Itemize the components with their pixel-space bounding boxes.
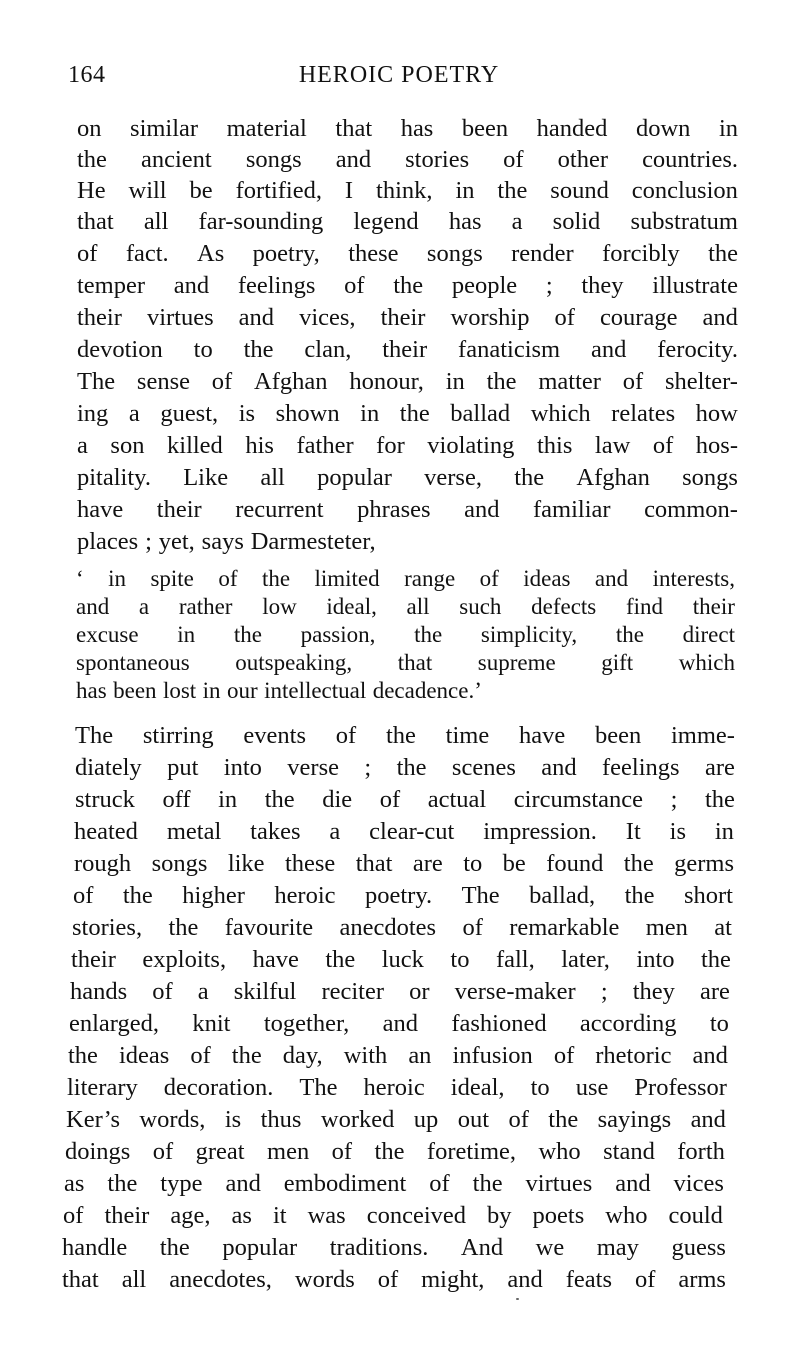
quotation-line: spontaneous outspeaking, that supreme gift which [76,650,735,675]
quotation-line: and a rather low ideal, all such defects find their [76,594,735,619]
paragraph-2-line: the ideas of the day, with an infusion of rhetoric and [68,1042,728,1069]
paragraph-1-line: The sense of Afghan honour, in the matter of shelter- [77,368,738,395]
running-title: HEROIC POETRY [298,62,500,88]
paragraph-1-line: ing a guest, is shown in the ballad which relates how [77,400,738,427]
paragraph-1-line: the ancient songs and stories of other countries. [77,146,738,173]
paragraph-2-line: rough songs like these that are to be found the germs [74,850,734,877]
paragraph-2-line: their exploits, have the luck to fall, later, into the [71,946,731,973]
paragraph-2-line: of their age, as it was conceived by poets who could [63,1202,723,1229]
paragraph-1-line: pitality. Like all popular verse, the Afghan songs [77,464,738,491]
paragraph-2-line: literary decoration. The heroic ideal, to use Professor [67,1074,727,1101]
paragraph-2-line: doings of great men of the foretime, who stand forth [65,1138,725,1165]
paragraph-2-line: that all anecdotes, words of might, and feats of arms [62,1266,726,1293]
paragraph-2-line: heated metal takes a clear-cut impression. It is in [74,818,734,845]
paragraph-1-line: devotion to the clan, their fanaticism and ferocity. [77,336,738,363]
paragraph-1-line: on similar material that has been handed down in [77,115,738,142]
paragraph-2-line: hands of a skilful reciter or verse-maker ; they are [70,978,730,1005]
paragraph-1-line: that all far-sounding legend has a solid substratum [77,208,738,235]
paragraph-2-line: of the higher heroic poetry. The ballad, the short [73,882,733,909]
paragraph-2-line: Ker’s words, is thus worked up out of the sayings and [66,1106,726,1133]
paragraph-2-line: handle the popular traditions. And we may guess [62,1234,726,1261]
paragraph-1-line: of fact. As poetry, these songs render forcibly the [77,240,738,267]
paragraph-2-line: The stirring events of the time have been imme- [75,722,735,749]
paragraph-2-line: stories, the favourite anecdotes of remarkable men at [72,914,732,941]
paragraph-2-line: struck off in the die of actual circumstance ; the [75,786,735,813]
page-number: 164 [68,62,106,88]
print-speck [516,1298,519,1300]
paragraph-1-line: a son killed his father for violating this law of hos- [77,432,738,459]
paragraph-1-line: have their recurrent phrases and familiar common- [77,496,738,523]
paragraph-2-line: as the type and embodiment of the virtues and vices [64,1170,724,1197]
paragraph-1-line: He will be fortified, I think, in the sound conclusion [77,177,738,204]
page-header [68,58,730,92]
paragraph-2-line: enlarged, knit together, and fashioned according to [69,1010,729,1037]
quotation-line: ‘ in spite of the limited range of ideas and interests, [76,566,735,591]
quotation-line: has been lost in our intellectual decadence.’ [76,678,482,703]
paragraph-1-line: temper and feelings of the people ; they illustrate [77,272,738,299]
paragraph-1-line: places ; yet, says Darmesteter, [77,528,376,555]
paragraph-1-line: their virtues and vices, their worship of courage and [77,304,738,331]
quotation-line: excuse in the passion, the simplicity, the direct [76,622,735,647]
paragraph-2-line: diately put into verse ; the scenes and feelings are [75,754,735,781]
